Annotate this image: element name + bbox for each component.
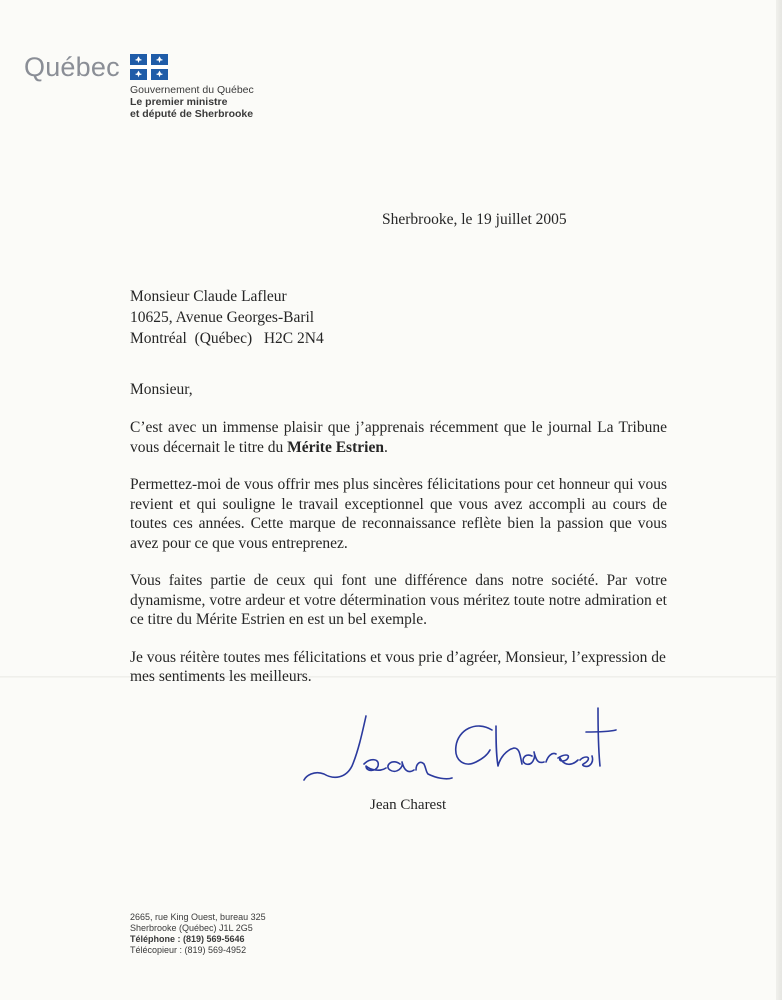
recipient-address [130,286,324,349]
paragraph-3: Vous faites partie de ceux qui font une différence dans notre société. Par votre dynamisme, votre ardeur et votre détermination vous méritez toute notre admiration et ce titre du Mérite Estrien en est un bel exemple. [130,572,667,628]
office-title-line2: et député de Sherbrooke [130,108,254,120]
office-title-line1: Le premier ministre [130,96,228,108]
footer-phone: Téléphone : (819) 569-5646 [130,934,245,944]
paragraph-4: Je vous réitère toutes mes félicitations et vous prie d’agréer, Monsieur, l’expression de mes sentiments les meilleurs. [130,648,666,685]
letterhead-office [130,84,254,120]
government-name: Gouvernement du Québec [130,84,254,96]
paper-edge-shadow [776,0,782,1000]
award-title: Mérite Estrien [287,438,384,456]
paragraph-2: Permettez-moi de vous offrir mes plus sincères félicitations pour cet honneur qui vous revient et qui souligne le travail exceptionnel que vous avez accompli au cours de toutes ces années. Cette marque de reconnaissance reflète bien la passion que vous avez pour ce que vous entreprenez. [130,476,667,552]
salutation: Monsieur, [130,381,193,398]
handwritten-signature [300,700,620,796]
recipient-city: Montréal (Québec) H2C 2N4 [130,330,324,347]
footer-address-line2: Sherbrooke (Québec) J1L 2G5 [130,923,253,933]
paragraph-1-end: . [383,438,388,456]
letter-date: Sherbrooke, le 19 juillet 2005 [382,211,567,228]
paragraph-1 [130,418,667,457]
footer-address-line1: 2665, rue King Ouest, bureau 325 [130,912,266,922]
logo-wordmark: Québec [24,52,120,82]
recipient-name: Monsieur Claude Lafleur [130,288,287,305]
fleurdelise-flag-icon [130,54,168,80]
footer-fax: Télécopieur : (819) 569-4952 [130,945,247,955]
signer-name: Jean Charest [370,797,447,813]
letter-body [130,418,667,705]
recipient-street: 10625, Avenue Georges-Baril [130,309,315,326]
paragraph-1-text: C’est avec un immense plaisir que j’apprenais récemment que le journal La Tribune vous décernait le titre du [130,419,667,456]
footer-contact [130,912,266,956]
